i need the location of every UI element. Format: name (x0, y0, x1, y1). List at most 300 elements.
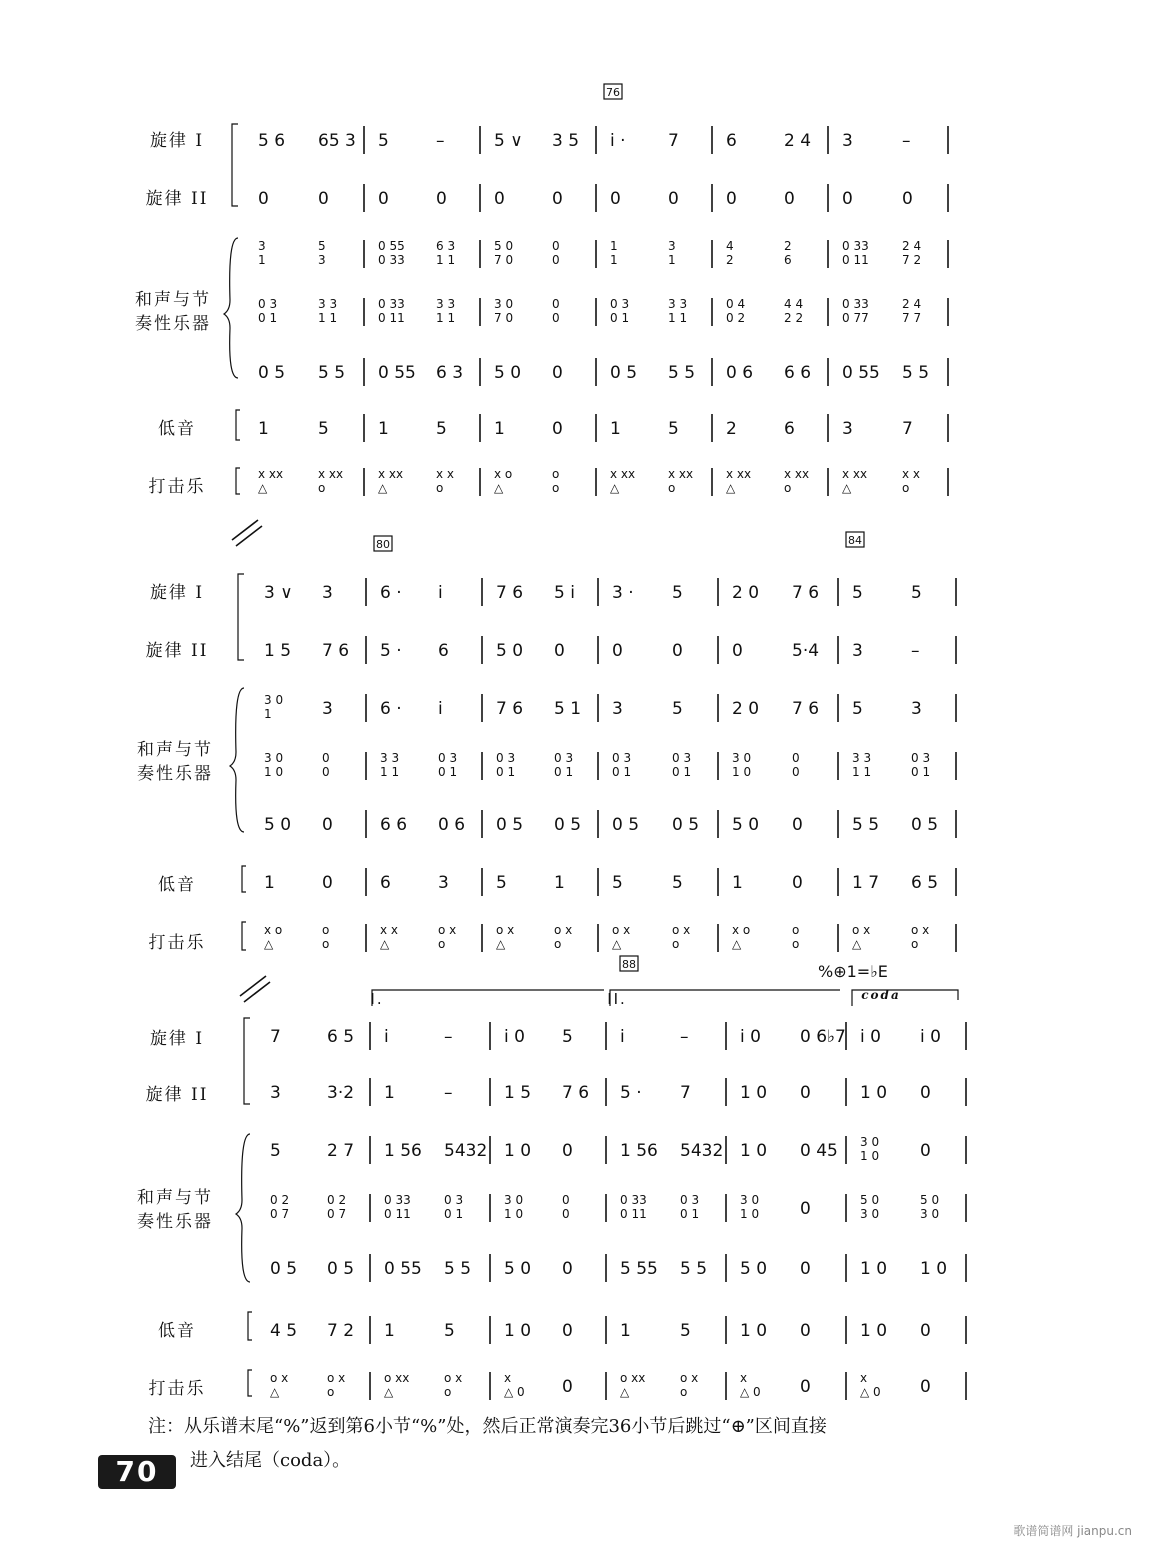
notes-layer (258, 131, 947, 1399)
note-stacked-top: 0 3 (496, 751, 516, 765)
note-stacked-bottom: 0 1 (610, 311, 630, 325)
note-stacked-top: 0 4 (726, 297, 746, 311)
note: 0 (800, 1199, 811, 1219)
note: 0 (562, 1321, 573, 1341)
note: – (436, 131, 445, 151)
note-stacked-top: o x (270, 1371, 289, 1385)
note: 6 5 (327, 1027, 355, 1047)
note-stacked-top: o (792, 923, 800, 937)
note-stacked-top: 4 (726, 239, 734, 253)
note: 5432 (680, 1141, 724, 1161)
rehearsal-number: 76 (606, 86, 620, 99)
note-stacked-bottom: o (438, 937, 446, 951)
note-stacked-bottom: 0 33 (378, 253, 405, 267)
note: 0 (792, 815, 803, 835)
note: 1 (554, 873, 565, 893)
note: 65 3 (318, 131, 356, 151)
note: 5 5 (680, 1259, 708, 1279)
system-1-brackets (224, 124, 240, 494)
note-stacked-top: 0 2 (270, 1193, 290, 1207)
note: 1 (258, 419, 269, 439)
note: 0 6 (726, 363, 754, 383)
note: 0 55 (384, 1259, 422, 1279)
note: 5432 (444, 1141, 488, 1161)
note: 6 · (380, 699, 402, 719)
note: i 0 (740, 1027, 761, 1047)
note-stacked-top: 2 4 (902, 239, 922, 253)
note: 1 (610, 419, 621, 439)
note: 5 (852, 699, 863, 719)
note-stacked-top: o x (554, 923, 573, 937)
note-stacked-top: o x (852, 923, 871, 937)
note: – (680, 1027, 689, 1047)
note: 5 5 (668, 363, 696, 383)
note-stacked-top: 0 2 (327, 1193, 347, 1207)
note: 6 (726, 131, 737, 151)
note: i (620, 1027, 625, 1047)
note: 5 5 (902, 363, 930, 383)
note-stacked-top: x o (494, 467, 513, 481)
note: 5 (672, 583, 683, 603)
note-stacked-top: o xx (384, 1371, 410, 1385)
note-stacked-bottom: △ (620, 1385, 630, 1399)
note: 7 6 (792, 583, 820, 603)
note: – (444, 1083, 453, 1103)
note-stacked-bottom: 0 1 (911, 765, 931, 779)
page-number: 70 (98, 1455, 176, 1489)
note-stacked-bottom: △ (732, 937, 742, 951)
note: 0 5 (258, 363, 286, 383)
note-stacked-top: 0 3 (444, 1193, 464, 1207)
note: 0 6 (438, 815, 466, 835)
note-stacked-bottom: △ 0 (740, 1385, 761, 1399)
note: 0 55 (378, 363, 416, 383)
note: 1 (378, 419, 389, 439)
note-stacked-top: 5 0 (860, 1193, 880, 1207)
section-separator-1 (232, 520, 262, 546)
note: 1 0 (504, 1321, 532, 1341)
system-3-brackets (236, 1018, 252, 1396)
note: 1 0 (860, 1259, 888, 1279)
note-stacked-bottom: 1 0 (860, 1149, 880, 1163)
note: 3 (842, 131, 853, 151)
label-melody1-s3: 旋律 I (149, 1029, 205, 1049)
note: 3 (852, 641, 863, 661)
note: – (902, 131, 911, 151)
label-harmony-s2-1: 和声与节 (137, 740, 213, 760)
note: 3 5 (552, 131, 580, 151)
footnote-line1: 注：从乐谱末尾“%”返到第6小节“%”处，然后正常演奏完36小节后跳过“⊕”区间直接 (148, 1416, 827, 1437)
note: 3 (438, 873, 449, 893)
note: 0 (668, 189, 679, 209)
note: 5 (672, 873, 683, 893)
note-stacked-bottom: o (680, 1385, 688, 1399)
note-stacked-bottom: o (911, 937, 919, 951)
note: 0 (920, 1083, 931, 1103)
note: 7 2 (327, 1321, 355, 1341)
note-stacked-top: 3 3 (436, 297, 456, 311)
key-change-mark: %⊕1=♭E (818, 962, 888, 981)
note: 3 (322, 699, 333, 719)
note: 5 (318, 419, 329, 439)
note: 3 · (612, 583, 634, 603)
label-bass: 低音 (158, 419, 196, 439)
label-melody2: 旋律 II (145, 189, 209, 209)
note: 5 5 (318, 363, 346, 383)
note: 5 (270, 1141, 281, 1161)
note: 5 i (554, 583, 575, 603)
footnote (148, 1410, 1008, 1478)
label-harmony-s3-1: 和声与节 (137, 1188, 213, 1208)
note-stacked-bottom: △ (610, 481, 620, 495)
note-stacked-bottom: △ (270, 1385, 280, 1399)
note-stacked-bottom: 0 (792, 765, 800, 779)
note-stacked-top: 0 (562, 1193, 570, 1207)
note-stacked-top: 3 0 (504, 1193, 524, 1207)
note-stacked-bottom: 1 1 (852, 765, 872, 779)
note-stacked-bottom: o (792, 937, 800, 951)
note-stacked-top: 0 33 (842, 239, 869, 253)
note-stacked-top: 0 3 (554, 751, 574, 765)
note-stacked-top: 3 3 (852, 751, 872, 765)
note: 0 (494, 189, 505, 209)
note: 1 5 (264, 641, 292, 661)
note: 1 0 (504, 1141, 532, 1161)
label-melody2-s3: 旋律 II (145, 1085, 209, 1105)
note-stacked-bottom: o (554, 937, 562, 951)
note: 5 0 (496, 641, 524, 661)
note-stacked-top: 3 3 (668, 297, 688, 311)
note-stacked-top: 0 3 (911, 751, 931, 765)
rehearsal-number: 84 (848, 534, 862, 547)
note: 0 (920, 1321, 931, 1341)
note: 1 (494, 419, 505, 439)
label-melody2-s2: 旋律 II (145, 641, 209, 661)
note-stacked-bottom: 6 (784, 253, 792, 267)
note-stacked-bottom: △ 0 (504, 1385, 525, 1399)
note-stacked-bottom: 1 0 (264, 765, 284, 779)
note: 2 0 (732, 583, 760, 603)
note: i (438, 583, 443, 603)
note-stacked-top: 0 3 (438, 751, 458, 765)
note-stacked-bottom: 1 1 (318, 311, 338, 325)
note-stacked-bottom: 0 1 (680, 1207, 700, 1221)
note-stacked-bottom: 0 1 (612, 765, 632, 779)
note: 2 (726, 419, 737, 439)
note-stacked-top: 3 0 (740, 1193, 760, 1207)
note: 7 6 (792, 699, 820, 719)
note-stacked-bottom: 0 11 (620, 1207, 647, 1221)
note-stacked-bottom: 1 (668, 253, 676, 267)
note-stacked-top: o x (612, 923, 631, 937)
note: 5 · (620, 1083, 642, 1103)
note: 0 45 (800, 1141, 838, 1161)
note-stacked-top: 0 3 (258, 297, 278, 311)
note: 1 5 (504, 1083, 532, 1103)
note-stacked-bottom: 0 11 (842, 253, 869, 267)
note: 1 56 (620, 1141, 658, 1161)
label-bass-s3: 低音 (158, 1321, 196, 1341)
note-stacked-top: x x (436, 467, 455, 481)
note: 0 (562, 1141, 573, 1161)
note: 6 (380, 873, 391, 893)
note-stacked-bottom: △ (852, 937, 862, 951)
note: 5 0 (494, 363, 522, 383)
note: 0 (554, 641, 565, 661)
note-stacked-bottom: △ (494, 481, 504, 495)
note: 0 6♭7 (800, 1027, 846, 1047)
note: 0 (378, 189, 389, 209)
note-stacked-bottom: 3 0 (860, 1207, 880, 1221)
note: 2 4 (784, 131, 812, 151)
note: i 0 (920, 1027, 941, 1047)
note-stacked-bottom: o (668, 481, 676, 495)
note-stacked-top: x xx (784, 467, 810, 481)
note-stacked-bottom: 0 (322, 765, 330, 779)
note: – (444, 1027, 453, 1047)
note: 7 (270, 1027, 281, 1047)
note-stacked-bottom: △ (612, 937, 622, 951)
note: 0 5 (327, 1259, 355, 1279)
note: 1 (732, 873, 743, 893)
note: 3 (911, 699, 922, 719)
note-stacked-top: x xx (258, 467, 284, 481)
note: 2 0 (732, 699, 760, 719)
note: 3 (612, 699, 623, 719)
note: – (911, 641, 920, 661)
note-stacked-top: 3 0 (494, 297, 514, 311)
note: 0 5 (496, 815, 524, 835)
note: 6 6 (784, 363, 812, 383)
note: 0 (800, 1083, 811, 1103)
note-stacked-top: 3 3 (318, 297, 338, 311)
note: 0 (800, 1321, 811, 1341)
note: 3 ∨ (264, 583, 293, 603)
note-stacked-bottom: 3 (318, 253, 326, 267)
note-stacked-top: o x (672, 923, 691, 937)
note: 5 55 (620, 1259, 658, 1279)
note-stacked-top: 0 33 (842, 297, 869, 311)
note: 5 (680, 1321, 691, 1341)
note: 3 (842, 419, 853, 439)
note: i 0 (504, 1027, 525, 1047)
note: 4 5 (270, 1321, 298, 1341)
note: 5 (444, 1321, 455, 1341)
note-stacked-bottom: 7 7 (902, 311, 922, 325)
note: 3·2 (327, 1083, 355, 1103)
note: 0 (318, 189, 329, 209)
note: 1 0 (920, 1259, 948, 1279)
note-stacked-bottom: o (552, 481, 560, 495)
note: 3 (322, 583, 333, 603)
note: i (384, 1027, 389, 1047)
note: 1 0 (740, 1141, 768, 1161)
note: 5 (378, 131, 389, 151)
note-stacked-top: 0 (322, 751, 330, 765)
note: 5 6 (258, 131, 286, 151)
note-stacked-bottom: 0 (552, 311, 560, 325)
note-stacked-bottom: 0 1 (258, 311, 278, 325)
note: 6 (784, 419, 795, 439)
note: 5 (436, 419, 447, 439)
note-stacked-bottom: o (322, 937, 330, 951)
note-stacked-bottom: 0 77 (842, 311, 869, 325)
note-stacked-bottom: 0 1 (672, 765, 692, 779)
note-stacked-top: o x (680, 1371, 699, 1385)
note-stacked-bottom: 1 (264, 707, 272, 721)
note: 0 (436, 189, 447, 209)
note-stacked-bottom: 0 1 (496, 765, 516, 779)
note-stacked-top: 3 0 (264, 693, 284, 707)
note-stacked-top: o x (438, 923, 457, 937)
note: 0 (672, 641, 683, 661)
note: 5 ∨ (494, 131, 523, 151)
note-stacked-bottom: 0 7 (327, 1207, 347, 1221)
note: 2 7 (327, 1141, 355, 1161)
note-stacked-bottom: o (672, 937, 680, 951)
note-stacked-top: x xx (610, 467, 636, 481)
note-stacked-top: 5 0 (920, 1193, 940, 1207)
note: 5 (612, 873, 623, 893)
note-stacked-top: 0 55 (378, 239, 405, 253)
note-stacked-bottom: 0 (562, 1207, 570, 1221)
note-stacked-top: 0 3 (612, 751, 632, 765)
note: 0 (920, 1141, 931, 1161)
note-stacked-top: 0 3 (610, 297, 630, 311)
note-stacked-top: 3 0 (860, 1135, 880, 1149)
note: 7 6 (496, 699, 524, 719)
note: 5 1 (554, 699, 582, 719)
note: 7 (668, 131, 679, 151)
note: 1 (264, 873, 275, 893)
note: 0 55 (842, 363, 880, 383)
note: 0 (784, 189, 795, 209)
rehearsal-number: 80 (376, 538, 390, 551)
note-stacked-bottom: 1 1 (668, 311, 688, 325)
note-stacked-bottom: 0 7 (270, 1207, 290, 1221)
note-stacked-top: 3 0 (732, 751, 752, 765)
note-stacked-bottom: △ (378, 481, 388, 495)
note-stacked-top: x (740, 1371, 748, 1385)
note: 0 (562, 1259, 573, 1279)
section-separator-2 (240, 976, 270, 1002)
note: 5·4 (792, 641, 820, 661)
note-stacked-top: o x (444, 1371, 463, 1385)
note: 5 5 (852, 815, 880, 835)
note-stacked-top: x (860, 1371, 868, 1385)
note: i (438, 699, 443, 719)
note: 0 (562, 1377, 573, 1397)
note-stacked-top: o x (911, 923, 930, 937)
rehearsal-number: 88 (622, 958, 636, 971)
label-harmony-s2-2: 奏性乐器 (137, 764, 213, 784)
note-stacked-top: o xx (620, 1371, 646, 1385)
note: 1 (620, 1321, 631, 1341)
note: 0 (258, 189, 269, 209)
note: 0 (842, 189, 853, 209)
note: 7 (680, 1083, 691, 1103)
label-perc-s3: 打击乐 (148, 1379, 206, 1399)
note: i 0 (860, 1027, 881, 1047)
note-stacked-top: 5 0 (494, 239, 514, 253)
note-stacked-bottom: △ (496, 937, 506, 951)
note-stacked-top: x x (380, 923, 399, 937)
note-stacked-bottom: 0 1 (444, 1207, 464, 1221)
note: 6 (438, 641, 449, 661)
note: 5 0 (504, 1259, 532, 1279)
note-stacked-bottom: 0 11 (384, 1207, 411, 1221)
note-stacked-top: 0 3 (680, 1193, 700, 1207)
note: 6 6 (380, 815, 408, 835)
note-stacked-bottom: 0 11 (378, 311, 405, 325)
note: 0 (800, 1377, 811, 1397)
note-stacked-top: 0 (792, 751, 800, 765)
note: 6 5 (911, 873, 939, 893)
label-harmony-s3-2: 奏性乐器 (137, 1212, 213, 1232)
note: 0 (552, 363, 563, 383)
note-stacked-top: 0 (552, 239, 560, 253)
note: 7 6 (322, 641, 350, 661)
note: 0 (322, 873, 333, 893)
note-stacked-top: x xx (668, 467, 694, 481)
note-stacked-bottom: 7 0 (494, 253, 514, 267)
label-harmony-1: 和声与节 (135, 290, 211, 310)
note-stacked-top: o (552, 467, 560, 481)
note-stacked-bottom: 1 (258, 253, 266, 267)
note: 0 5 (672, 815, 700, 835)
note-stacked-bottom: 1 1 (436, 253, 456, 267)
note-stacked-bottom: △ (384, 1385, 394, 1399)
note: 0 (726, 189, 737, 209)
note-stacked-top: o (322, 923, 330, 937)
label-melody1-s2: 旋律 I (149, 583, 205, 603)
note-stacked-top: 3 3 (380, 751, 400, 765)
note: 0 5 (610, 363, 638, 383)
note: 1 56 (384, 1141, 422, 1161)
note: 5 · (380, 641, 402, 661)
note: 5 0 (264, 815, 292, 835)
note-stacked-top: o x (496, 923, 515, 937)
note-stacked-top: x (504, 1371, 512, 1385)
note-stacked-bottom: 7 2 (902, 253, 922, 267)
note-stacked-bottom: 1 0 (504, 1207, 524, 1221)
note-stacked-bottom: △ (258, 481, 268, 495)
note-stacked-top: x o (264, 923, 283, 937)
note: 1 0 (740, 1083, 768, 1103)
note: 1 0 (740, 1321, 768, 1341)
note: 7 6 (562, 1083, 590, 1103)
note-stacked-bottom: o (784, 481, 792, 495)
note: 0 (610, 189, 621, 209)
note-stacked-top: 3 (668, 239, 676, 253)
note: 1 7 (852, 873, 880, 893)
note: 3 (270, 1083, 281, 1103)
label-bass-s2: 低音 (158, 875, 196, 895)
note: 5 (496, 873, 507, 893)
note: 0 5 (612, 815, 640, 835)
note-stacked-bottom: 2 (726, 253, 734, 267)
label-perc: 打击乐 (148, 477, 206, 497)
note-stacked-bottom: 2 2 (784, 311, 804, 325)
note: 5 (672, 699, 683, 719)
note: 5 (562, 1027, 573, 1047)
note-stacked-top: 2 4 (902, 297, 922, 311)
note-stacked-top: 0 33 (620, 1193, 647, 1207)
note: 1 (384, 1083, 395, 1103)
note: 5 0 (740, 1259, 768, 1279)
note-stacked-bottom: △ (726, 481, 736, 495)
note-stacked-bottom: 0 1 (438, 765, 458, 779)
